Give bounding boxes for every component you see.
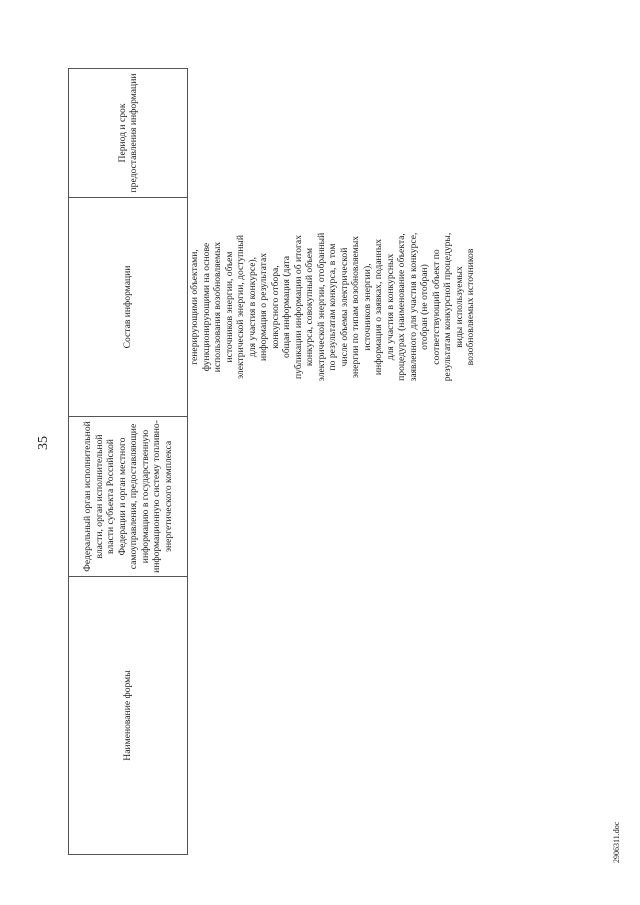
header-period: Период и срок предоставления информации — [69, 69, 188, 198]
header-composition: Состав информации — [69, 198, 188, 417]
document-code: 2906311.doc — [612, 821, 621, 863]
table-header-row — [69, 69, 188, 855]
cell-period — [188, 69, 478, 198]
cell-composition: генерирующими объектами, функционирующими на основе использования возобновляемых источников энергии, объем электрической энергии, доступный для участия в конкурсе), информация о результатах конкурсного отбора, общая информация (дата публикации информации об итогах конкурса, совокупный объем электрической энергии, отобранный по результатам конкурса, в том числе объемы электрической энергии по типам возобновляемых источников энергии), информация о заявках, поданных для участия в конкурсных процедурах (наименование объекта, заявленного для участия в конкурсе, отобран (не отобран) соответствующий объект по результатам конкурсной процедуры, виды используемых возобновляемых источников — [189, 232, 476, 382]
cell-form-name — [188, 577, 478, 855]
cell-organ — [188, 417, 478, 577]
page-number: 35 — [36, 436, 51, 450]
table-row — [188, 69, 478, 855]
header-organ: Федеральный орган исполнительной власти, орган исполнительной власти субъекта Российской Федерации и орган местного самоуправления, предоставляющие информацию в государственную информационную систему топливно-энергетического комплекса — [69, 417, 188, 577]
information-table — [68, 68, 478, 855]
header-form-name: Наименование формы — [69, 577, 188, 855]
